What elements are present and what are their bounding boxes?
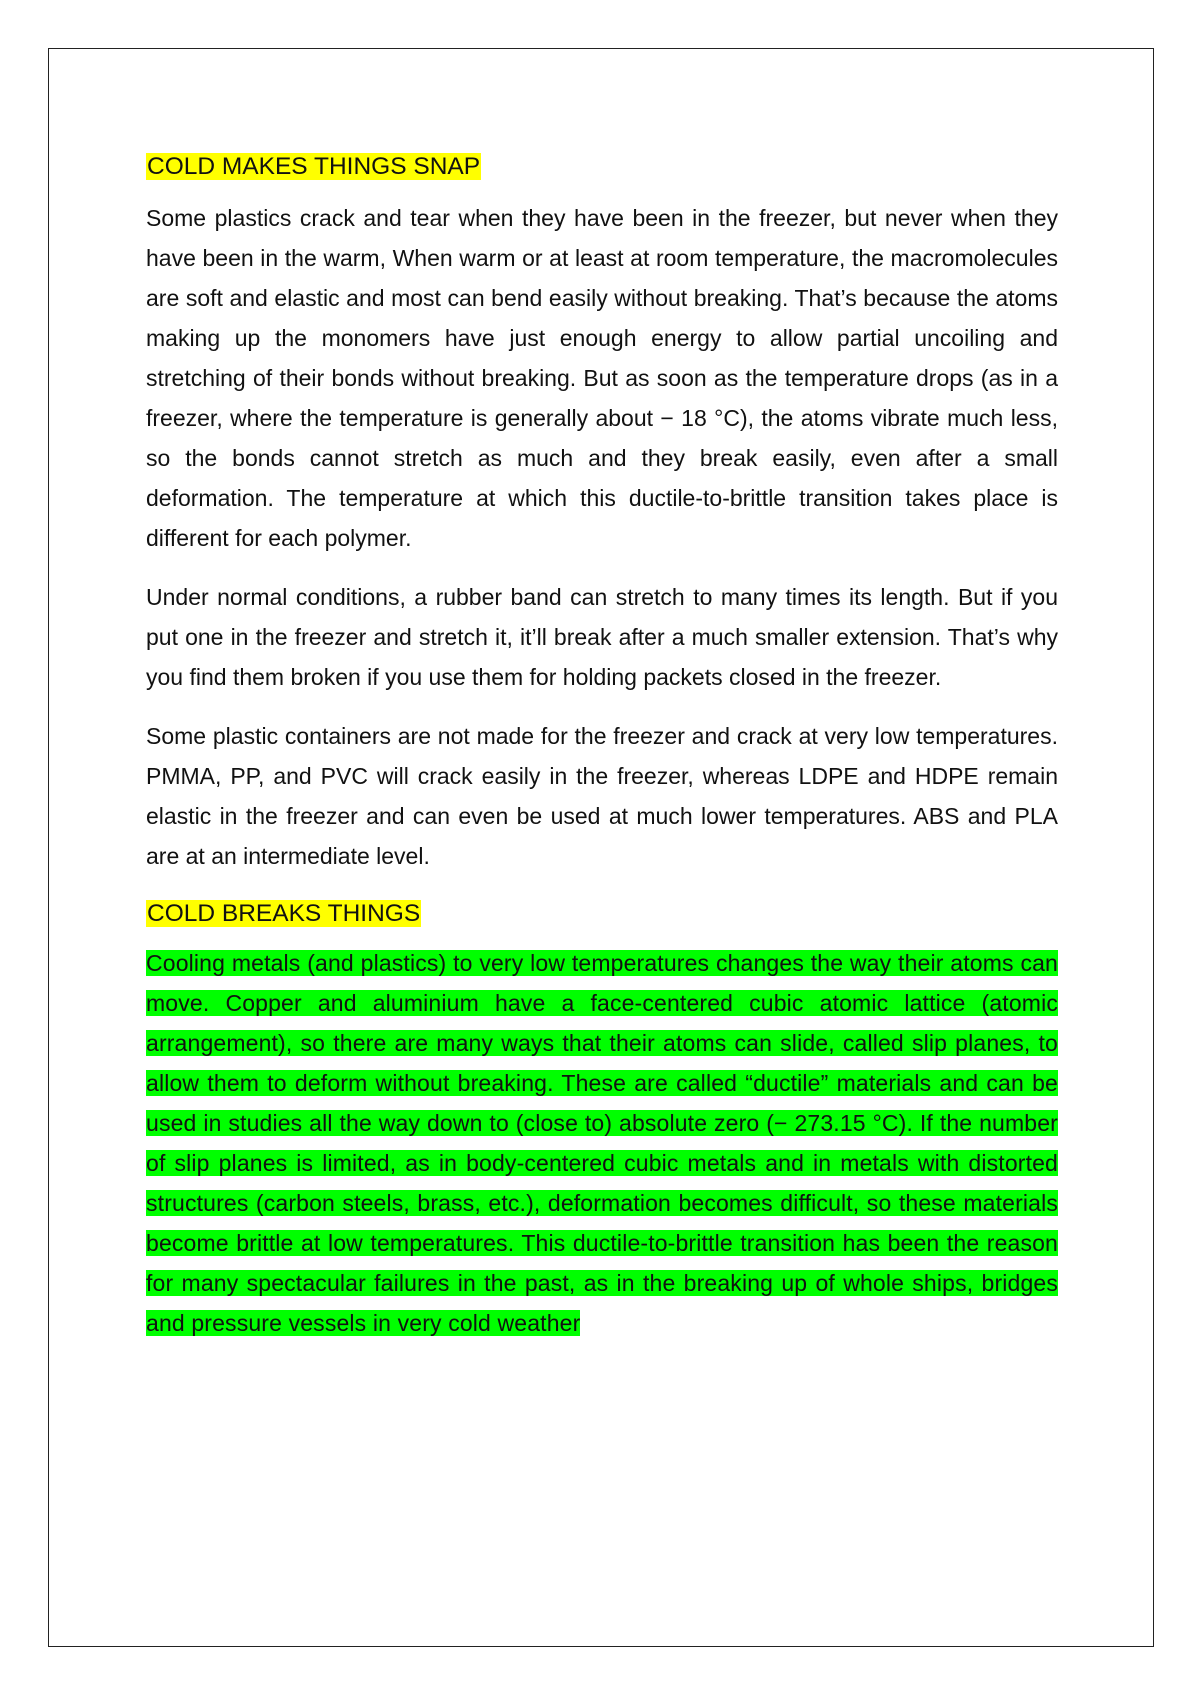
section-heading-cold-makes-things-snap <box>146 148 1058 186</box>
document-body <box>146 148 1058 1362</box>
paragraph-freezer-plastics: Some plastics crack and tear when they have been in the freezer, but never when they have been in the warm, When warm or at least at room temperature, the macromolecules are soft and elastic and most can bend easily without breaking. That’s because the atoms making up the monomers have just enough energy to allow partial uncoiling and stretching of their bonds without breaking. But as soon as the temperature drops (as in a freezer, where the temperature is generally about − 18 °C), the atoms vibrate much less, so the bonds cannot stretch as much and they break easily, even after a small deformation. The temperature at which this ductile-to-brittle transition takes place is different for each polymer. <box>146 205 1058 551</box>
section-heading-cold-breaks-things <box>146 895 1058 933</box>
heading-text: COLD MAKES THINGS SNAP <box>147 153 481 180</box>
paragraph-plastic-containers: Some plastic containers are not made for the freezer and crack at very low temperatures. PMMA, PP, and PVC will crack easily in the freezer, whereas LDPE and HDPE remain elastic in the freezer and can even be used at much lower temperatures. ABS and PLA are at an intermediate level. <box>146 723 1058 869</box>
highlighted-text: Cooling metals (and plastics) to very low temperatures changes the way their atoms can move. Copper and aluminium have a face-centered cubic atomic lattice (atomic arrangement), so there are many ways that their atoms can slide, called slip planes, to allow them to deform without breaking. These are called “ductile” materials and can be used in studies all the way down to (close to) absolute zero (− 273.15 °C). If the number of slip planes is limited, as in body-centered cubic metals and in metals with distorted structures (carbon steels, brass, etc.), deformation becomes difficult, so these materials become brittle at low temperatures. This ductile-to-brittle transition has been the reason for many spectacular failures in the past, as in the breaking up of whole ships, bridges and pressure vessels in very cold weather <box>146 950 1058 1336</box>
paragraph-metals-highlighted <box>146 943 1058 1343</box>
paragraph-rubber-band: Under normal conditions, a rubber band can stretch to many times its length. But if you put one in the freezer and stretch it, it’ll break after a much smaller extension. That’s why you find them broken if you use them for holding packets closed in the freezer. <box>146 584 1058 690</box>
heading-text: COLD BREAKS THINGS <box>147 900 421 927</box>
